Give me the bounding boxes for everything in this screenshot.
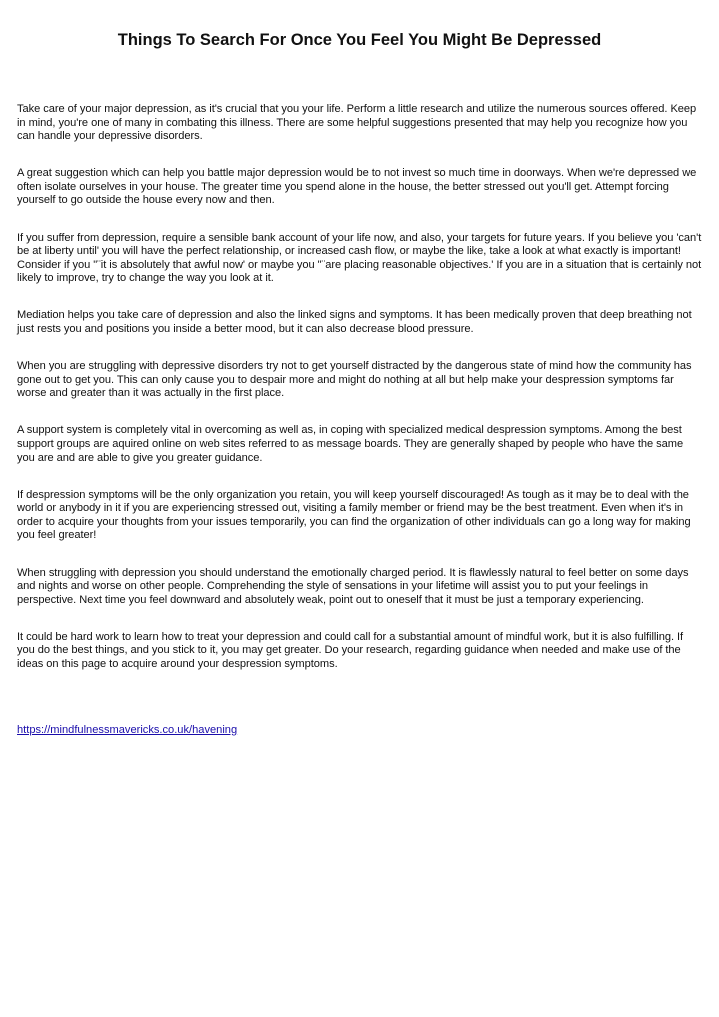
paragraph-8: When struggling with depression you should understand the emotionally charged period. It is flawlessly natural to feel better on some days and nights and worse on other people. Comprehending the style of sensations in your lifetime will assist you to put your feelings in perspective. Next time you feel downward and absolutely weak, point out to oneself that it must be just a temporary experiencing.: [17, 566, 689, 606]
paragraph-5: When you are struggling with depressive disorders try not to get yourself distracted by the dangerous state of mind how the community has gone out to get you. This can only cause you to despair more and might do nothing at all but help make your despression symptoms far worse and greater than it was actually in the first place.: [17, 360, 692, 400]
paragraph-3: If you suffer from depression, require a sensible bank account of your life now, and also, your targets for future years. If you believe you 'can't be at liberty until' you will have the perfect relationship, or increased cash flow, or maybe the like, take a look at what exactly is important! Consider if you "¨it is absolutely that awful now' or maybe you "¨are placing reasonable objectives.' If you are in a situation that is certainly not likely to improve, try to change the way you look at it.: [17, 231, 702, 285]
source-link[interactable]: https://mindfulnessmavericks.co.uk/havening: [17, 724, 238, 736]
article-body: [17, 103, 703, 695]
paragraph-4: Mediation helps you take care of depression and also the linked signs and symptoms. It has been medically proven that deep breathing not just rests you and positions you inside a better mood, but it can also decrease blood pressure.: [17, 309, 692, 336]
paragraph-6: A support system is completely vital in overcoming as well as, in coping with specialized medical despression symptoms. Among the best support groups are aquired online on web sites referred to as message boards. They are generally shaped by people who have the same you are and are able to give you greater guidance.: [17, 424, 684, 464]
paragraph-2: A great suggestion which can help you battle major depression would be to not invest so much time in doorways. When we're depressed we often isolate ourselves in your house. The greater time you spend alone in the house, the better stressed out you'll get. Attempt forcing yourself to go outside the house every now and then.: [17, 167, 697, 207]
page-title: Things To Search For Once You Feel You Might Be Depressed: [117, 31, 602, 49]
paragraph-1: Take care of your major depression, as it's crucial that you your life. Perform a little research and utilize the numerous sources offered. Keep in mind, you're one of many in combating this illness. There are some helpful suggestions presented that may help you recognize how you can handle your depressive disorders.: [17, 103, 697, 143]
paragraph-7: If despression symptoms will be the only organization you retain, you will keep yourself discouraged! As tough as it may be to deal with the world or anybody in it if you are experiencing stressed out, visiting a family member or friend may be the best treatment. Even when it's in order to acquire your thoughts from your issues temporarily, you can find the organization of other individuals can go a long way for making you feel greater!: [17, 488, 691, 542]
paragraph-9: It could be hard work to learn how to treat your depression and could call for a substantial amount of mindful work, but it is also fulfilling. If you do the best things, and you stick to it, you may get greater. Do your research, regarding guidance when needed and make use of the ideas on this page to acquire around your despression symptoms.: [17, 630, 684, 671]
